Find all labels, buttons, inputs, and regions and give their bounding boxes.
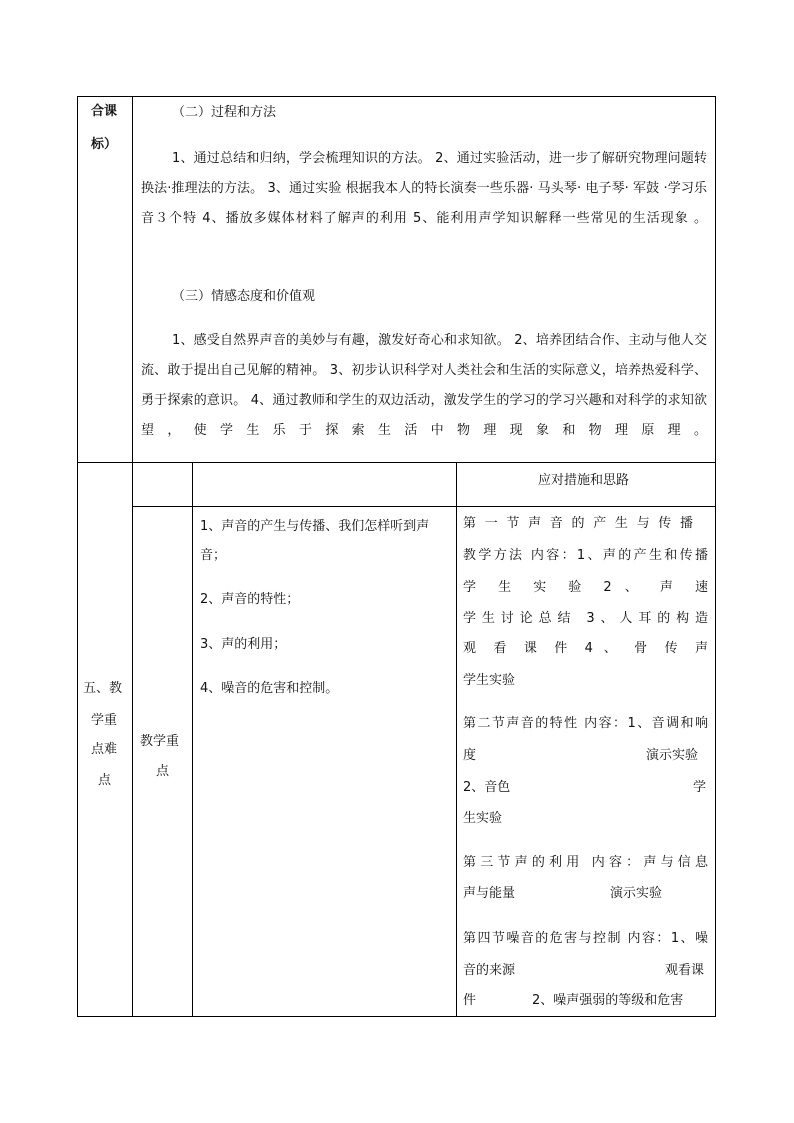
section-label-line3: 点难 <box>91 742 118 757</box>
content-column-border <box>456 462 457 1017</box>
measure-line: 音的来源 <box>463 963 516 978</box>
measure-line: 第四节噪音的危害与控制 内容：1、噪 <box>463 931 708 946</box>
emotion-paragraph: 1、感受自然界声音的美妙与有趣，激发好奇心和求知欲。 2、培养团结合作、主动与他人交流、敢于提出自己见解的精神。 3、初步认识科学对人类社会和生活的实际意义，培养热爱科学、勇于探索的意识。 4、通过教师和学生的双边活动，激发学生的学习的学习兴趣和对科学的求知欲望，使学生乐于探索生活中物理现象和物理原理。 <box>141 333 707 438</box>
section-label-line2: 学重 <box>91 713 118 728</box>
measure-line: 第一节声音的产生与传播 <box>463 516 693 531</box>
measure-line: 演示实验 <box>610 886 663 901</box>
measure-line: 观 看 课 件 4 、 骨 传 声 <box>463 641 708 656</box>
row-label-line2: 标） <box>91 137 118 152</box>
measure-line: 2、音色 <box>463 780 511 795</box>
measure-line: 观看课 <box>665 963 705 978</box>
measure-line: 第三节声的利用 内容：声与信息 <box>463 855 708 870</box>
key-point-3: 3、声的利用； <box>200 637 287 652</box>
header-row-divider <box>132 506 716 507</box>
table-bottom-border <box>77 1016 716 1017</box>
emotion-heading: （三）情感态度和价值观 <box>172 289 316 304</box>
measure-line: 声与能量 <box>463 886 516 901</box>
table-right-border <box>715 96 716 1017</box>
measure-line: 件 <box>463 993 477 1008</box>
table-top-border <box>77 96 716 97</box>
measure-line: 度 <box>463 748 477 763</box>
label-column-border <box>132 96 133 1017</box>
row-label-line1: 合课 <box>91 104 118 119</box>
key-point-4: 4、噪音的危害和控制。 <box>200 681 339 696</box>
section-label-line1: 五、教 <box>83 681 123 696</box>
measure-line: 教学方法 内容：1、声的产生和传播 <box>463 548 708 563</box>
process-paragraph: 1、通过总结和归纳，学会梳理知识的方法。 2、通过实验活动，进一步了解研究物理问题转换法·推理法的方法。 3、通过实验 根据我本人的特长演奏一些乐器· 马头琴· 电子琴· 军鼓 ·学习乐音３个特 4、播放多媒体材料了解声的利用 5、能利用声学知识解释一些常见的生活现象 。 <box>141 151 707 226</box>
measures-column-header: 应对措施和思路 <box>538 473 630 488</box>
key-point-2: 2、声音的特性； <box>200 592 300 607</box>
measure-line: 学生讨论总结 3、人耳的构造 <box>463 611 708 626</box>
key-point-1: 1、声音的产生与传播、我们怎样听到声音； <box>200 519 430 563</box>
sublabel-column-border <box>192 462 193 1017</box>
section-label-line4: 点 <box>98 773 112 788</box>
measure-line: 演示实验 <box>646 748 699 763</box>
measure-line: 生实验 <box>463 811 503 826</box>
measure-line: 学 <box>693 780 707 795</box>
measure-line: 学生实验 <box>463 673 516 688</box>
measure-line: 第二节声音的特性 内容：1、音调和响 <box>463 716 708 731</box>
table-left-border <box>77 96 78 1017</box>
sub-label-line1: 教学重 <box>140 734 180 749</box>
measure-line: 学 生 实 验 2 、 声 速 <box>463 580 708 595</box>
section-divider <box>77 462 716 463</box>
process-heading: （二）过程和方法 <box>172 105 277 120</box>
sub-label-line2: 点 <box>156 764 170 779</box>
measure-line: 2、噪声强弱的等级和危害 <box>532 993 684 1008</box>
